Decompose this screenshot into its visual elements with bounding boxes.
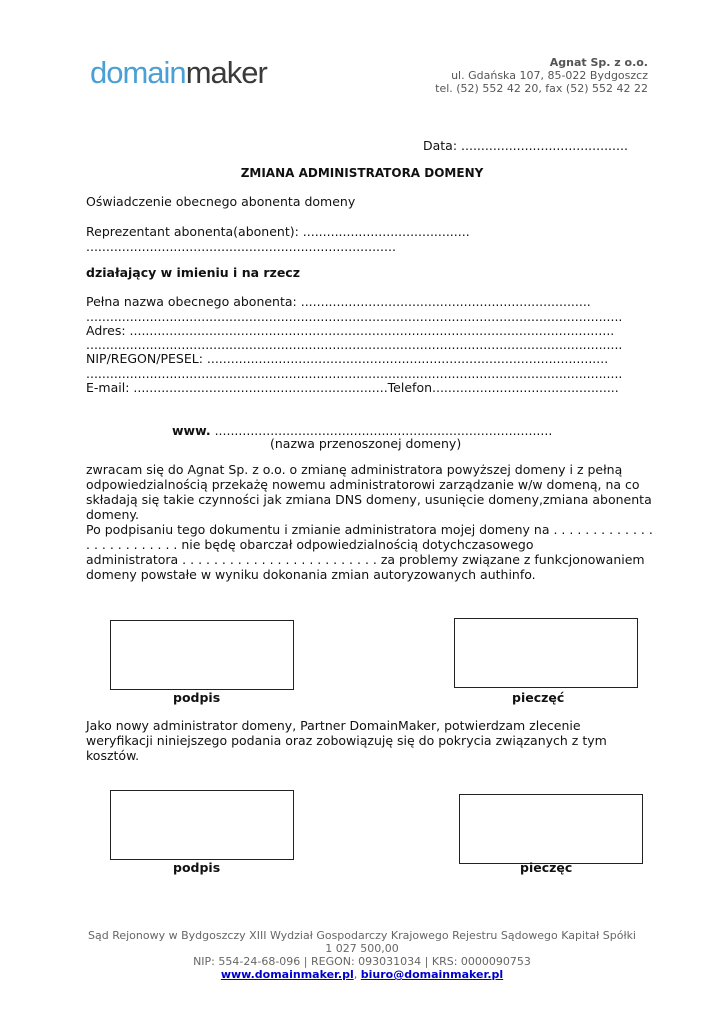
full-name-field: Pełna nazwa obecnego abonenta: ......................................................................... — [86, 294, 591, 309]
paragraph-line: domeny powstałe w wyniku dokonania zmian autoryzowanych authinfo. — [86, 567, 536, 582]
signature-box-new-admin — [110, 790, 294, 860]
date-line: Data: .......................................... — [423, 138, 628, 153]
paragraph-line: Jako nowy administrator domeny, Partner DomainMaker, potwierdzam zlecenie — [86, 718, 581, 733]
address-dots: ....................................................................................................................................... — [86, 337, 623, 352]
signature-box-current-subscriber — [110, 620, 294, 690]
signature-label: podpis — [173, 860, 221, 875]
paragraph-line: odpowiedzialnością przekażę nowemu administratorowi zarządzanie w/w domeną, na co — [86, 477, 640, 492]
paragraph-line: Po podpisaniu tego dokumentu i zmianie administratora mojej domeny na . . . . . . . . . . . . . — [86, 522, 653, 537]
acting-on-behalf-heading: działający w imieniu i na rzecz — [86, 265, 300, 280]
company-address: ul. Gdańska 107, 85-022 Bydgoszcz — [451, 69, 648, 82]
stamp-label: pieczęć — [512, 690, 565, 705]
paragraph-line: weryfikacji niniejszego podania oraz zobowiązuję się do pokrycia związanych z tym — [86, 733, 607, 748]
domain-www-line: www. ..................................................................................... — [172, 423, 553, 438]
domain-caption: (nazwa przenoszonej domeny) — [270, 436, 462, 451]
company-address-block — [435, 56, 648, 95]
statement-heading: Oświadczenie obecnego abonenta domeny — [86, 194, 356, 209]
footer-capital: 1 027 500,00 — [325, 942, 399, 955]
new-admin-paragraph — [86, 718, 607, 763]
nip-regon-pesel-field: NIP/REGON/PESEL: ..................................................................................................... — [86, 351, 609, 366]
request-paragraph — [86, 462, 653, 582]
representative-line: Reprezentant abonenta(abonent): .......................................... — [86, 224, 470, 239]
website-link[interactable]: www.domainmaker.pl — [220, 968, 354, 981]
signature-label: podpis — [173, 690, 221, 705]
stamp-box-current-subscriber — [454, 618, 638, 688]
paragraph-line: kosztów. — [86, 748, 140, 763]
document-title: ZMIANA ADMINISTRATORA DOMENY — [240, 166, 484, 180]
address-field: Adres: .......................................................................................................................... — [86, 323, 615, 338]
full-name-dots: ....................................................................................................................................... — [86, 309, 623, 324]
paragraph-line: administratora . . . . . . . . . . . . . . . . . . . . . . . . . za problemy związane z funkcjonowaniem — [86, 552, 645, 567]
paragraph-line: . . . . . . . . . . . . nie będę obarczał odpowiedzialnością dotychczasowego — [86, 537, 534, 552]
company-name: Agnat Sp. z o.o. — [549, 56, 648, 69]
company-phone: tel. (52) 552 42 20, fax (52) 552 42 22 — [435, 82, 648, 95]
footer-registration: NIP: 554-24-68-096 | REGON: 093031034 | KRS: 0000090753 — [193, 955, 531, 968]
stamp-label: pieczęc — [520, 860, 573, 875]
paragraph-line: domeny. — [86, 507, 139, 522]
stamp-box-new-admin — [459, 794, 643, 864]
representative-dots: .............................................................................. — [86, 239, 396, 254]
domainmaker-logo: domainmaker — [90, 55, 267, 90]
footer-links: www.domainmaker.pl, biuro@domainmaker.pl — [220, 968, 504, 981]
nip-dots: ....................................................................................................................................... — [86, 366, 623, 381]
paragraph-line: zwracam się do Agnat Sp. z o.o. o zmianę administratora powyższej domeny i z pełną — [86, 462, 623, 477]
email-link[interactable]: biuro@domainmaker.pl — [360, 968, 504, 981]
paragraph-line: składają się takie czynności jak zmiana DNS domeny, usunięcie domeny,zmiana abonenta — [86, 492, 652, 507]
email-phone-field: E-mail: ................................................................Telefon............................................... — [86, 380, 619, 395]
footer-court-info: Sąd Rejonowy w Bydgoszczy XIII Wydział Gospodarczy Krajowego Rejestru Sądowego Kapitał Spółki — [88, 929, 636, 942]
page-footer — [60, 929, 664, 981]
